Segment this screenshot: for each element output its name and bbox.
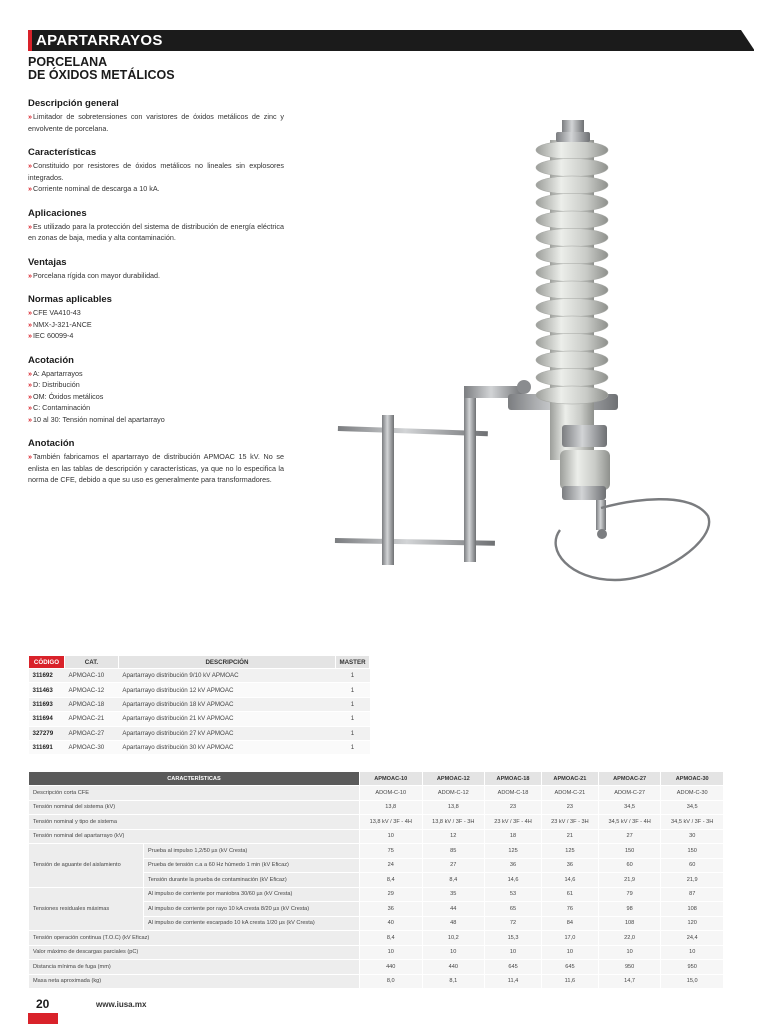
porcelain-shed (536, 281, 608, 299)
product-code: 311693 (29, 697, 65, 711)
row-label: Descripción corta CFE (29, 786, 360, 801)
value-cell: 645 (541, 960, 598, 975)
value-cell: 10 (359, 829, 422, 844)
bullet-marker: » (28, 391, 32, 401)
product-image (330, 110, 730, 610)
section-text: Constituido por resistores de óxidos metálicos no lineales sin explosores integrados. (28, 161, 284, 182)
value-cell: 61 (541, 887, 598, 902)
porcelain-shed (536, 246, 608, 264)
table-row (29, 931, 724, 946)
product-code: 311463 (29, 683, 65, 697)
bullet-marker: » (28, 403, 32, 412)
section-text: NMX-J-321-ANCE (33, 319, 92, 329)
section-line (28, 160, 284, 183)
porcelain-shed (536, 316, 608, 334)
value-cell: 8,4 (359, 931, 422, 946)
value-cell: 150 (661, 844, 724, 859)
subtitle-line-1: PORCELANA (28, 55, 108, 69)
value-cell: 34,5 kV / 3F - 4H (598, 815, 661, 830)
section-title: Características (28, 147, 97, 158)
table-row (29, 683, 370, 697)
product-code: 327279 (29, 726, 65, 740)
value-cell: 79 (598, 887, 661, 902)
section-text: Es utilizado para la protección del sistema de distribución de energía eléctrica en zonas de baja, media y alta contaminación. (28, 221, 284, 242)
bullet-marker: » (28, 221, 32, 231)
section (28, 147, 284, 195)
porcelain-shed (536, 141, 608, 159)
table-row (29, 786, 724, 801)
bullet-marker: » (28, 308, 32, 317)
section-text: D: Distribución (33, 380, 80, 389)
value-cell: 84 (541, 916, 598, 931)
value-cell: 60 (598, 858, 661, 873)
bullet-marker: » (28, 414, 32, 424)
value-cell: 12 (422, 829, 485, 844)
value-cell: 10 (485, 945, 542, 960)
section-line (28, 221, 284, 244)
porcelain-shed (536, 264, 608, 282)
value-cell: 150 (598, 844, 661, 859)
bullet-marker: » (28, 368, 32, 378)
value-cell: 17,0 (541, 931, 598, 946)
value-cell: 10 (661, 945, 724, 960)
column-header: MASTER (336, 656, 370, 669)
model-header: APMOAC-10 (359, 772, 422, 786)
section-title: Normas aplicables (28, 294, 112, 305)
value-cell: 14,7 (598, 974, 661, 989)
column-header: CÓDIGO (29, 656, 65, 669)
value-cell: 34,5 (661, 800, 724, 815)
section (28, 355, 284, 426)
value-cell: 950 (661, 960, 724, 975)
section-line (28, 368, 284, 380)
value-cell: 10,2 (422, 931, 485, 946)
value-cell: 65 (485, 902, 542, 917)
group-label: Tensiones residuales máximas (29, 887, 144, 931)
section-line (28, 451, 284, 486)
value-cell: 10 (422, 945, 485, 960)
bullet-marker: » (28, 331, 32, 340)
table-cell: Apartarrayo distribución 21 kV APMOAC (118, 712, 335, 726)
value-cell: 11,6 (541, 974, 598, 989)
value-cell: 125 (485, 844, 542, 859)
model-header: APMOAC-21 (541, 772, 598, 786)
subtitle-line-2: DE ÓXIDOS METÁLICOS (28, 68, 175, 82)
table-cell: APMOAC-10 (64, 669, 118, 683)
group-label: Tensión de aguante del aislamiento (29, 844, 144, 888)
porcelain-shed (536, 194, 608, 212)
table-cell: Apartarrayo distribución 30 kV APMOAC (118, 740, 335, 754)
table-row (29, 974, 724, 989)
value-cell: 21,9 (661, 873, 724, 888)
value-cell: 120 (661, 916, 724, 931)
value-cell: 8,4 (359, 873, 422, 888)
table-cell: 1 (336, 712, 370, 726)
value-cell: ADOM-C-10 (359, 786, 422, 801)
table-row (29, 712, 370, 726)
table-cell: APMOAC-12 (64, 683, 118, 697)
value-cell: 23 kV / 3F - 4H (485, 815, 542, 830)
section-line (28, 391, 284, 403)
table-cell: Apartarrayo distribución 9/10 kV APMOAC (118, 669, 335, 683)
row-label: Tensión nominal del apartarrayo (kV) (29, 829, 360, 844)
value-cell: 125 (541, 844, 598, 859)
value-cell: 22,0 (598, 931, 661, 946)
section (28, 98, 284, 134)
section-line (28, 379, 284, 391)
value-cell: 24,4 (661, 931, 724, 946)
value-cell: 108 (598, 916, 661, 931)
value-cell: 14,6 (485, 873, 542, 888)
table-row (29, 844, 724, 859)
table-row (29, 669, 370, 683)
section-text: C: Contaminación (33, 403, 91, 412)
porcelain-shed (536, 386, 608, 404)
table-cell: Apartarrayo distribución 18 kV APMOAC (118, 697, 335, 711)
table-row (29, 829, 724, 844)
section-title: Aplicaciones (28, 207, 87, 219)
row-label: Al impulso de corriente escarpado 10 kA cresta 1/20 µs (kV Cresta) (144, 916, 360, 931)
value-cell: 13,8 (359, 800, 422, 815)
value-cell: 76 (541, 902, 598, 917)
value-cell: 950 (598, 960, 661, 975)
table-cell: 1 (336, 726, 370, 740)
porcelain-shed (536, 369, 608, 387)
row-label: Al impulso de corriente por rayo 10 kA cresta 8/20 µs (kV Cresta) (144, 902, 360, 917)
table-cell: 1 (336, 697, 370, 711)
table-cell: 1 (336, 683, 370, 697)
value-cell: 11,4 (485, 974, 542, 989)
section-text: Limitador de sobretensiones con varistores de óxidos metálicos de zinc y envolvente de porcelana. (28, 112, 284, 133)
row-label: Distancia mínima de fuga (mm) (29, 960, 360, 975)
section (28, 438, 284, 486)
column-header: CAT. (64, 656, 118, 669)
bullet-marker: » (28, 452, 32, 461)
section-title: Anotación (28, 438, 75, 449)
table-cell: APMOAC-18 (64, 697, 118, 711)
section (28, 257, 284, 282)
bullet-marker: » (28, 161, 32, 170)
model-header: APMOAC-30 (661, 772, 724, 786)
section-line (28, 111, 284, 134)
product-code: 311694 (29, 712, 65, 726)
bullet-marker: » (28, 319, 32, 329)
value-cell: 85 (422, 844, 485, 859)
footer-url: www.iusa.mx (96, 1000, 147, 1009)
column-header: CARACTERÍSTICAS (29, 772, 360, 786)
value-cell: ADOM-C-18 (485, 786, 542, 801)
value-cell: 10 (598, 945, 661, 960)
value-cell: ADOM-C-27 (598, 786, 661, 801)
table-cell: Apartarrayo distribución 27 kV APMOAC (118, 726, 335, 740)
value-cell: 18 (485, 829, 542, 844)
subtitle (28, 56, 175, 82)
value-cell: 35 (422, 887, 485, 902)
column-header: DESCRIPCIÓN (118, 656, 335, 669)
table-row (29, 960, 724, 975)
porcelain-shed (536, 299, 608, 317)
row-label: Valor máximo de descargas parciales (pC) (29, 945, 360, 960)
porcelain-shed (536, 229, 608, 247)
row-label: Masa neta aproximada (kg) (29, 974, 360, 989)
bullet-marker: » (28, 184, 32, 193)
value-cell: ADOM-C-30 (661, 786, 724, 801)
table-cell: APMOAC-27 (64, 726, 118, 740)
table-cell: 1 (336, 669, 370, 683)
value-cell: 23 (541, 800, 598, 815)
value-cell: 10 (541, 945, 598, 960)
row-label: Tensión durante la prueba de contaminación (kV Eficaz) (144, 873, 360, 888)
table-row (29, 740, 370, 754)
section-text: Porcelana rígida con mayor durabilidad. (33, 270, 161, 280)
product-code: 311691 (29, 740, 65, 754)
section (28, 208, 284, 244)
section-text: Corriente nominal de descarga a 10 kA. (33, 184, 160, 193)
product-code: 311692 (29, 669, 65, 683)
bullet-marker: » (28, 112, 32, 121)
value-cell: ADOM-C-21 (541, 786, 598, 801)
header-accent (28, 30, 32, 51)
value-cell: 36 (485, 858, 542, 873)
section-title: Ventajas (28, 256, 67, 268)
porcelain-shed (536, 334, 608, 352)
section-title: Acotación (28, 354, 74, 366)
value-cell: 30 (661, 829, 724, 844)
value-cell: 13,8 kV / 3F - 4H (359, 815, 422, 830)
value-cell: 23 kV / 3F - 3H (541, 815, 598, 830)
table-row (29, 800, 724, 815)
model-header: APMOAC-27 (598, 772, 661, 786)
section-text: También fabricamos el apartarrayo de distribución APMOAC 15 kV. No se enlista en las tablas de descripción y características, ya que no lo especifica la norma de CFE, debido a que su uso es generalmente para transformadores. (28, 452, 284, 484)
value-cell: 8,1 (422, 974, 485, 989)
value-cell: 72 (485, 916, 542, 931)
model-header: APMOAC-12 (422, 772, 485, 786)
value-cell: 87 (661, 887, 724, 902)
value-cell: 60 (661, 858, 724, 873)
specs-table (28, 771, 724, 989)
codes-table (28, 655, 370, 755)
section-title: Descripción general (28, 98, 119, 109)
section-line (28, 270, 284, 282)
value-cell: ADOM-C-12 (422, 786, 485, 801)
section-line (28, 319, 284, 331)
section-line (28, 307, 284, 319)
bullet-marker: » (28, 270, 32, 280)
value-cell: 27 (598, 829, 661, 844)
porcelain-shed (536, 351, 608, 369)
value-cell: 8,0 (359, 974, 422, 989)
value-cell: 440 (422, 960, 485, 975)
footer-accent (28, 1013, 58, 1024)
value-cell: 13,8 (422, 800, 485, 815)
section-text: OM: Óxidos metálicos (33, 391, 104, 401)
row-label: Al impulso de corriente por maniobra 30/60 µs (kV Cresta) (144, 887, 360, 902)
table-row (29, 945, 724, 960)
value-cell: 40 (359, 916, 422, 931)
value-cell: 36 (359, 902, 422, 917)
value-cell: 108 (661, 902, 724, 917)
table-cell: APMOAC-30 (64, 740, 118, 754)
value-cell: 15,0 (661, 974, 724, 989)
table-row (29, 887, 724, 902)
row-label: Tensión nominal y tipo de sistema (29, 815, 360, 830)
bullet-marker: » (28, 380, 32, 389)
row-label: Tensión operación continua (T.O.C) (kV Eficaz) (29, 931, 360, 946)
table-row (29, 697, 370, 711)
porcelain-sheds (536, 141, 608, 404)
table-row (29, 815, 724, 830)
description-column (28, 98, 284, 499)
section-text: IEC 60099-4 (33, 331, 74, 340)
value-cell: 34,5 kV / 3F - 3H (661, 815, 724, 830)
section (28, 294, 284, 342)
value-cell: 34,5 (598, 800, 661, 815)
porcelain-shed (536, 159, 608, 177)
value-cell: 15,3 (485, 931, 542, 946)
section-text: CFE VA410-43 (33, 308, 81, 317)
table-cell: Apartarrayo distribución 12 kV APMOAC (118, 683, 335, 697)
value-cell: 21,9 (598, 873, 661, 888)
section-line (28, 183, 284, 195)
value-cell: 10 (359, 945, 422, 960)
value-cell: 645 (485, 960, 542, 975)
table-cell: APMOAC-21 (64, 712, 118, 726)
section-line (28, 414, 284, 426)
surge-arrester-illustration (330, 110, 730, 610)
value-cell: 23 (485, 800, 542, 815)
value-cell: 21 (541, 829, 598, 844)
row-label: Prueba al impulso 1,2/50 µs (kV Cresta) (144, 844, 360, 859)
value-cell: 75 (359, 844, 422, 859)
value-cell: 24 (359, 858, 422, 873)
value-cell: 27 (422, 858, 485, 873)
porcelain-shed (536, 211, 608, 229)
value-cell: 14,6 (541, 873, 598, 888)
row-label: Prueba de tensión c.a a 60 Hz húmedo 1 min (kV Eficaz) (144, 858, 360, 873)
section-line (28, 402, 284, 414)
value-cell: 29 (359, 887, 422, 902)
porcelain-shed (536, 176, 608, 194)
value-cell: 48 (422, 916, 485, 931)
value-cell: 8,4 (422, 873, 485, 888)
page-title: APARTARRAYOS (36, 32, 163, 49)
section-text: 10 al 30: Tensión nominal del apartarrayo (33, 414, 165, 424)
model-header: APMOAC-18 (485, 772, 542, 786)
value-cell: 13,8 kV / 3F - 3H (422, 815, 485, 830)
value-cell: 440 (359, 960, 422, 975)
value-cell: 98 (598, 902, 661, 917)
value-cell: 53 (485, 887, 542, 902)
value-cell: 36 (541, 858, 598, 873)
section-line (28, 330, 284, 342)
row-label: Tensión nominal del sistema (kV) (29, 800, 360, 815)
section-text: A: Apartarrayos (33, 368, 83, 378)
table-cell: 1 (336, 740, 370, 754)
value-cell: 44 (422, 902, 485, 917)
table-row (29, 726, 370, 740)
page-number: 20 (36, 997, 50, 1011)
